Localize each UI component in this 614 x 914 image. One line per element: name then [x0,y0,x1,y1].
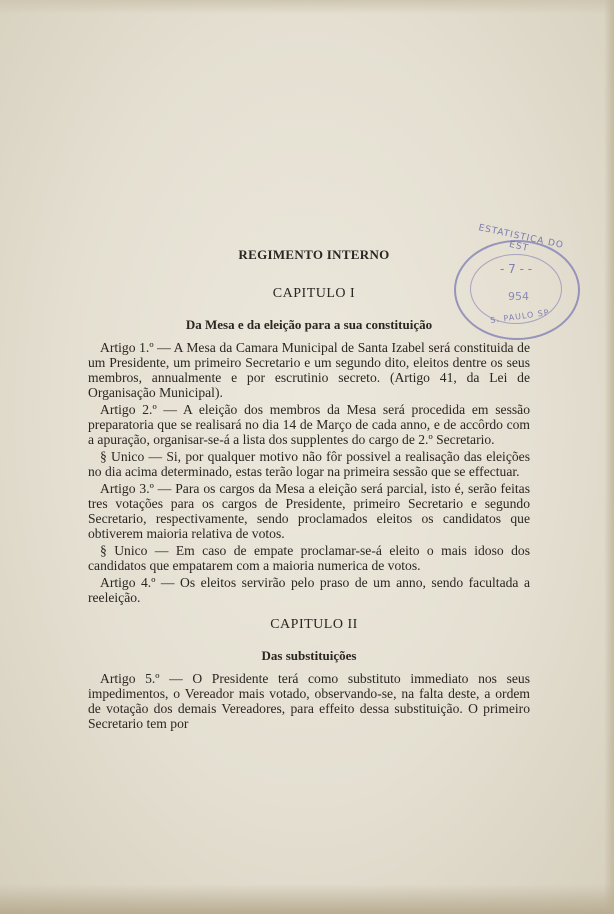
stamp-middle-text: - 7 - - [500,262,533,276]
stamp-date-text: 954 [508,290,529,303]
document-title: REGIMENTO INTERNO [238,247,390,262]
stamp-bottom-text: S. PAULO SP [489,307,551,326]
page-edge-top [0,0,614,14]
paragraph-artigo-3: Artigo 3.º — Para os cargos da Mesa a eleição será parcial, isto é, serão feitas tres votações para os cargos de Presidente, primeiro Secretario e segundo Secretario, respectivamente, sendo proclamados eleitos os candidatos que obtiverem maioria relativa de votos. [88,481,530,541]
paragraph-artigo-2: Artigo 2.º — A eleição dos membros da Mesa será procedida em sessão preparatoria que se realisará no dia 14 de Março de cada anno, e de accôrdo com a apuração, organisar-se-á a lista dos supplentes do cargo de 2.º Secretario. [88,402,530,447]
page-edge-right [604,0,614,914]
chapter-1-heading: CAPITULO I [272,286,356,301]
page-edge-bottom [0,884,614,914]
chapter-2-heading: CAPITULO II [270,617,358,632]
stamp-top-text: ESTATISTICA DO EST [477,223,565,254]
paragraph-artigo-5: Artigo 5.º — O Presidente terá como substituto immediato nos seus impedimentos, o Vereador mais votado, observando-se, na falta deste, a ordem de votação dos demais Vereadores, para effeito dessa substituição. O primeiro Secretario tem por [88,671,530,731]
section-2-heading: Das substituições [261,648,357,663]
paragraph-paragrafo-unico-1: § Unico — Si, por qualquer motivo não fôr possivel a realisação das eleições no dia acima determinado, estas terão logar na primeira sessão que se effectuar. [88,449,530,479]
paragraph-artigo-4: Artigo 4.º — Os eleitos servirão pelo praso de um anno, sendo facultada a reeleição. [88,575,530,605]
paragraph-artigo-1: Artigo 1.º — A Mesa da Camara Municipal de Santa Izabel será constituida de um Presidente, um primeiro Secretario e um segundo dito, eleitos dentre os seus membros, annualmente e por escrutinio secreto. (Artigo 41, da Lei de Organisação Municipal). [88,340,530,400]
document-body [88,246,533,733]
paragraph-paragrafo-unico-2: § Unico — Em caso de empate proclamar-se-á eleito o mais idoso dos candidatos que empatarem com a maioria numerica de votos. [88,543,530,573]
section-1-heading: Da Mesa e da eleição para a sua constituição [185,317,433,332]
